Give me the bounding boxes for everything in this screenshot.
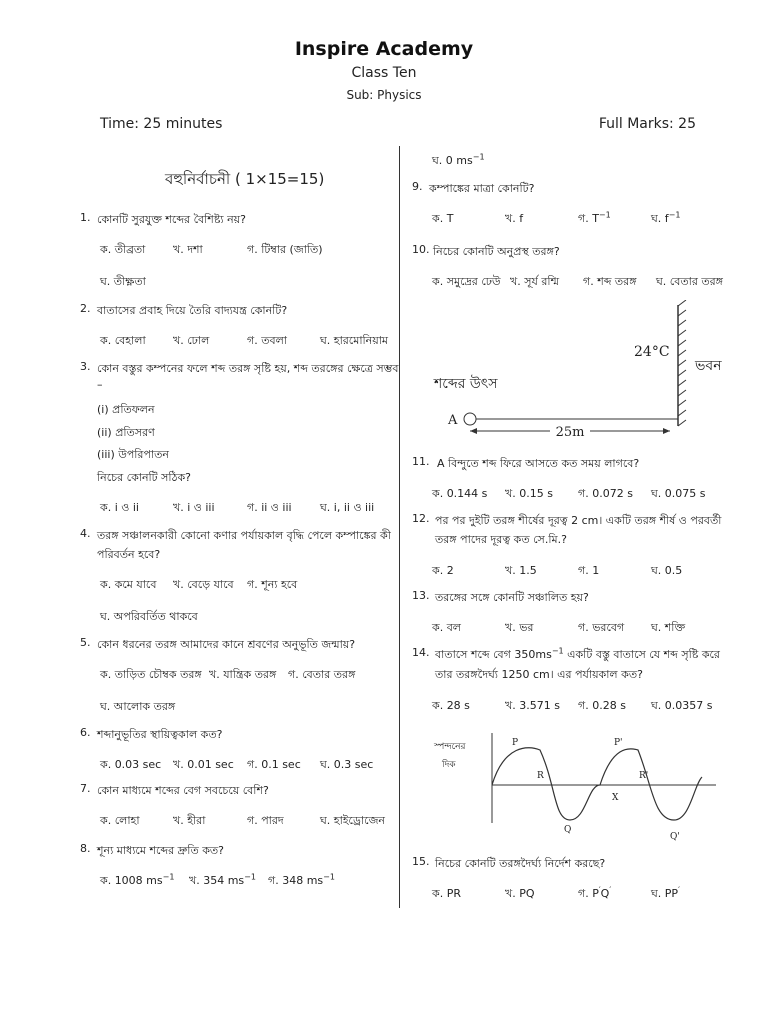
wave-label-x: X — [612, 793, 619, 803]
question-14-number: 14. — [412, 646, 430, 659]
q14-option-a: ক. 28 s — [432, 699, 470, 712]
question-9-text: কম্পাঙ্কের মাত্রা কোনটি? — [429, 182, 535, 195]
question-1-number: 1. — [80, 211, 91, 224]
q8-option-c-exponent: −1 — [323, 872, 335, 882]
question-5-text: কোন ধরনের তরঙ্গ আমাদের কানে শ্রবণের অনুভূতি জন্মায়? — [97, 638, 356, 651]
q4-option-a: ক. কমে যাবে — [100, 578, 157, 591]
q11-option-b: খ. 0.15 s — [505, 487, 553, 500]
q15-option-d-text: ঘ. PP — [651, 887, 679, 900]
q12-option-a: ক. 2 — [432, 564, 454, 577]
q9-option-d-exponent: −1 — [668, 210, 681, 220]
q6-option-d: ঘ. 0.3 sec — [320, 758, 374, 771]
question-6-text: শব্দানুভূতির স্থায়িত্বকাল কত? — [97, 728, 223, 741]
q14-option-c: গ. 0.28 s — [578, 699, 626, 712]
question-4-text-cont: পরিবর্তন হবে? — [97, 548, 161, 561]
q12-option-b: খ. 1.5 — [505, 564, 537, 577]
q12-option-d: ঘ. 0.5 — [651, 564, 683, 577]
q3-option-b: খ. i ও iii — [173, 501, 215, 514]
q8-option-b — [189, 872, 256, 891]
q15-option-d: ঘ. PP′ — [651, 885, 680, 900]
q9-option-d-text: ঘ. f — [651, 212, 669, 225]
q12-option-c: গ. 1 — [578, 564, 600, 577]
q8-option-c-text: গ. 348 ms — [268, 874, 324, 887]
q10-option-b: খ. সূর্য রশ্মি — [510, 275, 560, 288]
wave-label-p: P — [512, 738, 519, 748]
q4-option-d: ঘ. অপরিবর্তিত থাকবে — [100, 610, 198, 623]
q11-option-d: ঘ. 0.075 s — [651, 487, 706, 500]
question-14-text-cont: তার তরঙ্গদৈর্ঘ্য 1250 cm। এর পর্যায়কাল কত? — [435, 668, 643, 681]
question-3-text: কোন বস্তুর কম্পনের ফলে শব্দ তরঙ্গ সৃষ্টি হয়, শব্দ তরঙ্গের ক্ষেত্রে সম্ভব — [97, 362, 399, 375]
q8-option-d-text: ঘ. 0 ms — [432, 154, 473, 167]
echo-diagram — [430, 300, 730, 445]
question-14-text — [435, 646, 720, 665]
q8-option-a-exponent: −1 — [162, 872, 175, 882]
school-name: Inspire Academy — [294, 38, 474, 60]
q9-option-c-text: গ. T — [578, 212, 599, 225]
q5-option-b: খ. যান্ত্রিক তরঙ্গ — [209, 668, 277, 681]
q9-option-a: ক. T — [432, 212, 454, 225]
q3-ask: নিচের কোনটি সঠিক? — [97, 471, 191, 484]
question-11-number: 11. — [412, 455, 430, 468]
full-marks: Full Marks: 25 — [598, 116, 696, 132]
question-2-text: বাতাসের প্রবাহ দিয়ে তৈরি বাদ্যযন্ত্র কোনটি? — [97, 304, 288, 317]
question-4-text: তরঙ্গ সঞ্চালনকারী কোনো কণার পর্যায়কাল বৃদ্ধি পেলে কম্পাঙ্কের কী — [97, 529, 391, 542]
wave-label-r: R — [537, 771, 544, 781]
q15-option-c: গ. P′Q′ — [578, 885, 612, 900]
temperature-label: 24°C — [634, 344, 670, 360]
question-11-text: A বিন্দুতে শব্দ ফিরে আসতে কত সময় লাগবে? — [437, 457, 640, 470]
q13-option-a: ক. বল — [432, 621, 462, 634]
q7-option-d: ঘ. হাইড্রোজেন — [320, 814, 385, 827]
question-8-text: শূন্য মাধ্যমে শব্দের দ্রুতি কত? — [97, 844, 224, 857]
question-8-number: 8. — [80, 842, 91, 855]
question-7-text: কোন মাধ্যমে শব্দের বেগ সবচেয়ে বেশি? — [97, 784, 269, 797]
question-13-number: 13. — [412, 589, 430, 602]
section-title: বহুনির্বাচনী ( 1×15=15) — [165, 170, 325, 188]
wave-axis-label: স্পন্দনের — [434, 742, 466, 752]
question-1-text: কোনটি সুরযুক্ত শব্দের বৈশিষ্ট্য নয়? — [97, 213, 246, 226]
q3-option-c: গ. ii ও iii — [247, 501, 292, 514]
q10-option-c: গ. শব্দ তরঙ্গ — [583, 275, 637, 288]
q15-option-c-q: Q — [600, 887, 610, 900]
q10-option-d: ঘ. বেতার তরঙ্গ — [656, 275, 723, 288]
q7-option-c: গ. পারদ — [247, 814, 284, 827]
wave-label-p2: P' — [614, 738, 623, 748]
q1-option-c: গ. টিম্বার (জাতি) — [247, 243, 323, 256]
q1-option-b: খ. দশা — [173, 243, 203, 256]
wave-label-q: Q — [564, 825, 572, 835]
wave-curve — [492, 748, 702, 820]
question-10-number: 10. — [412, 243, 430, 256]
question-3-number: 3. — [80, 360, 91, 373]
q8-option-b-text: খ. 354 ms — [189, 874, 245, 887]
wall-hatch — [678, 300, 686, 426]
distance-label: 25m — [555, 425, 585, 440]
q8-option-d-exponent: −1 — [472, 152, 485, 162]
wave-label-q2: Q' — [670, 832, 680, 842]
sound-source-point — [464, 413, 476, 425]
q1-option-a: ক. তীব্রতা — [100, 243, 146, 256]
q7-option-b: খ. হীরা — [173, 814, 206, 827]
q4-option-c: গ. শূন্য হবে — [247, 578, 298, 591]
wave-diagram — [420, 725, 720, 845]
column-divider — [399, 146, 400, 908]
q11-option-c: গ. 0.072 s — [578, 487, 633, 500]
q3-statement-3: (iii) উপরিপাতন — [97, 448, 169, 461]
q8-option-d — [432, 152, 485, 171]
question-15-number: 15. — [412, 855, 430, 868]
building-label: ভবন — [695, 358, 722, 374]
question-6-number: 6. — [80, 726, 91, 739]
q13-option-d: ঘ. শক্তি — [651, 621, 686, 634]
q9-option-c-exponent: −1 — [598, 210, 611, 220]
q4-option-b: খ. বেড়ে যাবে — [173, 578, 234, 591]
q6-option-a: ক. 0.03 sec — [100, 758, 162, 771]
q2-option-b: খ. ঢোল — [173, 334, 210, 347]
question-14-text-b: একটি বস্তু বাতাসে যে শব্দ সৃষ্টি করে — [563, 648, 720, 661]
q13-option-b: খ. ভর — [505, 621, 534, 634]
q8-option-b-exponent: −1 — [244, 872, 256, 882]
q1-option-d: ঘ. তীক্ষ্ণতা — [100, 275, 146, 288]
arrow-left-head — [470, 428, 477, 434]
q10-option-a: ক. সমুদ্রের ঢেউ — [432, 275, 501, 288]
q14-option-d: ঘ. 0.0357 s — [651, 699, 713, 712]
q7-option-a: ক. লোহা — [100, 814, 140, 827]
question-4-number: 4. — [80, 527, 91, 540]
q13-option-c: গ. ভরবেগ — [578, 621, 625, 634]
q3-option-a: ক. i ও ii — [100, 501, 139, 514]
question-12-text-cont: তরঙ্গ পাদের দূরত্ব কত সে.মি.? — [435, 533, 567, 546]
point-a-label: A — [448, 413, 458, 428]
question-3-text-cont: – — [97, 378, 103, 391]
q5-option-c: গ. বেতার তরঙ্গ — [288, 668, 356, 681]
q2-option-d: ঘ. হারমোনিয়াম — [320, 334, 389, 347]
question-14-text-a: বাতাসে শব্দে বেগ 350ms — [435, 648, 552, 661]
q9-option-c — [578, 210, 611, 229]
question-15-text: নিচের কোনটি তরঙ্গদৈর্ঘ্য নির্দেশ করছে? — [435, 857, 606, 870]
q14-option-b: খ. 3.571 s — [505, 699, 560, 712]
q3-option-d: ঘ. i, ii ও iii — [320, 501, 375, 514]
subject-name: Sub: Physics — [346, 88, 422, 102]
question-9-number: 9. — [412, 180, 423, 193]
q8-option-c — [268, 872, 335, 891]
wave-label-r2: R' — [639, 771, 649, 781]
q8-option-a — [100, 872, 174, 891]
class-name: Class Ten — [351, 65, 417, 81]
q9-option-d — [651, 210, 680, 229]
q5-option-d: ঘ. আলোক তরঙ্গ — [100, 700, 176, 713]
q2-option-a: ক. বেহালা — [100, 334, 146, 347]
question-2-number: 2. — [80, 302, 91, 315]
question-14-exponent: −1 — [551, 646, 564, 656]
question-12-text: পর পর দুইটি তরঙ্গ শীর্ষের দূরত্ব 2 cm। একটি তরঙ্গ শীর্ষ ও পরবর্তী — [435, 514, 722, 527]
question-10-text: নিচের কোনটি অনুপ্রস্থ তরঙ্গ? — [433, 245, 560, 258]
exam-time: Time: 25 minutes — [100, 116, 223, 132]
q2-option-c: গ. তবলা — [247, 334, 287, 347]
arrow-right-head — [663, 428, 670, 434]
question-13-text: তরঙ্গের সঙ্গে কোনটি সঞ্চালিত হয়? — [435, 591, 589, 604]
wave-axis-label-2: দিক — [442, 760, 456, 770]
q3-statement-1: (i) প্রতিফলন — [97, 403, 155, 416]
sound-source-label: শব্দের উৎস — [434, 376, 498, 392]
q15-option-b: খ. PQ — [505, 887, 535, 900]
q8-option-a-text: ক. 1008 ms — [100, 874, 163, 887]
q6-option-c: গ. 0.1 sec — [247, 758, 301, 771]
q3-statement-2: (ii) প্রতিসরণ — [97, 426, 155, 439]
question-7-number: 7. — [80, 782, 91, 795]
question-5-number: 5. — [80, 636, 91, 649]
q5-option-a: ক. তাড়িত চৌম্বক তরঙ্গ — [100, 668, 202, 681]
question-12-number: 12. — [412, 512, 430, 525]
q11-option-a: ক. 0.144 s — [432, 487, 488, 500]
q9-option-b: খ. f — [505, 212, 524, 225]
q15-option-a: ক. PR — [432, 887, 461, 900]
q6-option-b: খ. 0.01 sec — [173, 758, 234, 771]
q15-option-c-text: গ. P — [578, 887, 599, 900]
